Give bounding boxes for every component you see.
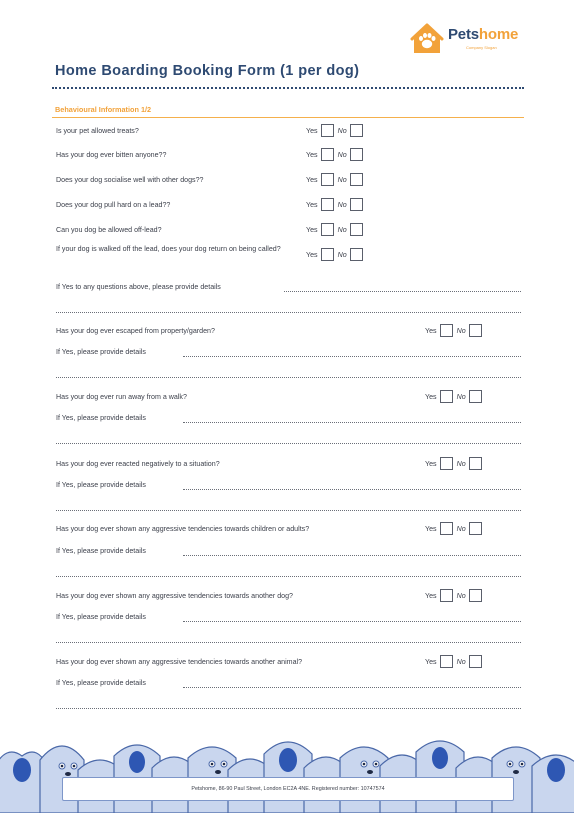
petshome-logo [410,22,530,58]
question-aggressive-dog: Has your dog ever shown any aggressive tendencies towards another dog? [56,592,293,600]
details-line[interactable] [56,708,521,709]
question-recall: If your dog is walked off the lead, does your dog return on being called? [56,245,281,253]
yes-checkbox[interactable] [440,655,453,668]
yes-label: Yes [425,326,437,335]
no-checkbox[interactable] [350,223,363,236]
yes-no-aggressive-animal [425,655,482,668]
question-escaped: Has your dog ever escaped from property/garden? [56,327,215,335]
no-label: No [337,225,347,234]
form-title: Home Boarding Booking Form (1 per dog) [55,63,360,79]
yes-no-escaped [425,324,482,337]
yes-label: Yes [306,250,318,259]
house-paw-icon [410,22,444,56]
question-aggressive-people: Has your dog ever shown any aggressive tendencies towards children or adults? [56,525,310,533]
yes-label: Yes [425,392,437,401]
yes-no-pull-lead [306,198,363,211]
yes-no-recall [306,248,363,261]
details-line[interactable] [56,576,521,577]
no-label: No [456,392,466,401]
yes-label: Yes [425,524,437,533]
question-run-away: Has your dog ever run away from a walk? [56,393,187,401]
yes-checkbox[interactable] [440,457,453,470]
yes-no-reacted-negatively [425,457,482,470]
details-line[interactable] [183,687,521,688]
details-line[interactable] [56,312,521,313]
no-checkbox[interactable] [469,522,482,535]
yes-label: Yes [306,225,318,234]
yes-no-treats [306,124,363,137]
details-line[interactable] [56,443,521,444]
question-bitten: Has your dog ever bitten anyone?? [56,151,167,159]
section-title: Behavioural Information 1/2 [55,105,152,114]
details-line[interactable] [183,489,521,490]
yes-checkbox[interactable] [321,148,334,161]
title-divider [52,87,524,89]
footer-address: Petshome, 86-90 Paul Street, London EC2A 4NE. Registered number: 10747574 [191,786,385,792]
no-checkbox[interactable] [469,655,482,668]
yes-checkbox[interactable] [321,198,334,211]
footer-banner [0,730,574,813]
details-prompt: If Yes, please provide details [56,481,146,489]
no-label: No [337,150,347,159]
question-pull-lead: Does your dog pull hard on a lead?? [56,201,171,209]
yes-label: Yes [306,200,318,209]
yes-checkbox[interactable] [440,324,453,337]
no-label: No [456,657,466,666]
no-label: No [337,175,347,184]
yes-checkbox[interactable] [440,589,453,602]
no-checkbox[interactable] [350,124,363,137]
yes-label: Yes [425,591,437,600]
yes-checkbox[interactable] [321,173,334,186]
no-label: No [337,126,347,135]
no-label: No [456,524,466,533]
yes-checkbox[interactable] [321,248,334,261]
no-checkbox[interactable] [469,390,482,403]
yes-no-aggressive-people [425,522,482,535]
brand-name [448,26,518,43]
section-divider [52,117,524,118]
brand-name-part1: Pets [448,26,479,43]
company-slogan: Company Slogan [466,45,497,50]
yes-label: Yes [306,126,318,135]
yes-no-aggressive-dog [425,589,482,602]
yes-checkbox[interactable] [440,390,453,403]
question-treats: Is your pet allowed treats? [56,127,139,135]
no-checkbox[interactable] [350,248,363,261]
details-prompt-any: If Yes to any questions above, please provide details [56,283,221,291]
yes-no-bitten [306,148,363,161]
no-checkbox[interactable] [350,173,363,186]
details-line[interactable] [183,555,521,556]
yes-checkbox[interactable] [321,124,334,137]
details-line[interactable] [183,621,521,622]
no-label: No [456,591,466,600]
no-label: No [456,459,466,468]
question-socialise: Does your dog socialise well with other dogs?? [56,176,204,184]
no-label: No [337,250,347,259]
question-off-lead: Can you dog be allowed off-lead? [56,226,162,234]
yes-label: Yes [306,150,318,159]
yes-label: Yes [306,175,318,184]
details-line[interactable] [56,510,521,511]
footer-address-box [62,777,514,801]
yes-checkbox[interactable] [440,522,453,535]
no-checkbox[interactable] [350,198,363,211]
details-line[interactable] [56,377,521,378]
brand-name-part2: home [478,26,519,43]
yes-label: Yes [425,459,437,468]
no-label: No [456,326,466,335]
details-prompt: If Yes, please provide details [56,547,146,555]
yes-no-off-lead [306,223,363,236]
no-checkbox[interactable] [350,148,363,161]
yes-no-socialise [306,173,363,186]
details-line[interactable] [284,291,521,292]
details-prompt: If Yes, please provide details [56,679,146,687]
no-label: No [337,200,347,209]
yes-label: Yes [425,657,437,666]
details-prompt: If Yes, please provide details [56,348,146,356]
no-checkbox[interactable] [469,589,482,602]
details-prompt: If Yes, please provide details [56,613,146,621]
details-line[interactable] [183,356,521,357]
yes-checkbox[interactable] [321,223,334,236]
question-aggressive-animal: Has your dog ever shown any aggressive tendencies towards another animal? [56,658,303,666]
question-reacted-negatively: Has your dog ever reacted negatively to a situation? [56,460,220,468]
details-line[interactable] [183,422,521,423]
no-checkbox[interactable] [469,457,482,470]
yes-no-run-away [425,390,482,403]
no-checkbox[interactable] [469,324,482,337]
details-prompt: If Yes, please provide details [56,414,146,422]
details-line[interactable] [56,642,521,643]
